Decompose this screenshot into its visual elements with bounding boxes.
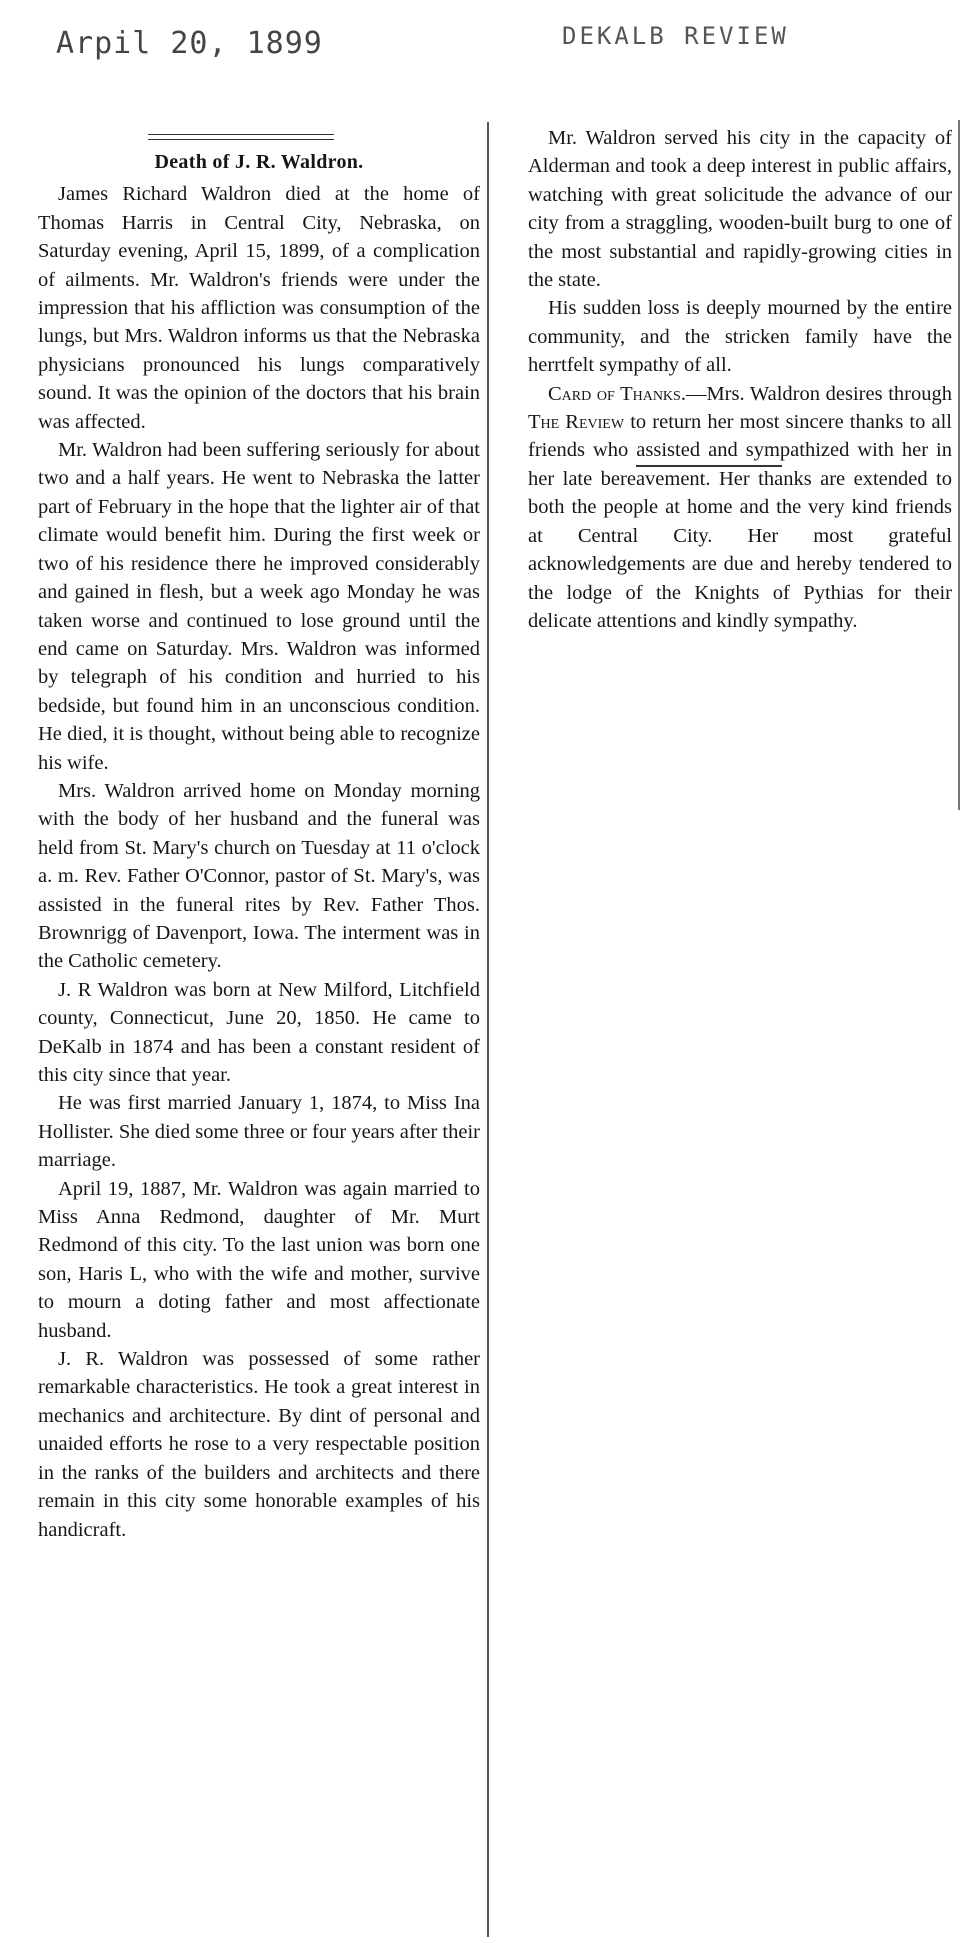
publication-name: DEKALB REVIEW xyxy=(562,22,789,50)
article-title: Death of J. R. Waldron. xyxy=(154,151,364,173)
article-paragraph-2: Mr. Waldron had been suffering seriously for about two and a half years. He went to Nebraska the latter part of February in the hope that the lighter air of that climate would benefit him. During the first week or two of his residence there he improved considerably and gained in flesh, but a week ago Monday he was taken worse and continued to lose ground until the end came on Saturday. Mrs. Waldron was informed by telegraph of his condition and hurried to his bedside, but found him in an unconscious condition. He died, it is thought, without being able to recognize his wife. xyxy=(38,439,480,774)
article-paragraph-1: James Richard Waldron died at the home of Thomas Harris in Central City, Nebraska, on Saturday evening, April 15, 1899, of a complication of ailments. Mr. Waldron's friends were under the impression that his affliction was consumption of the lungs, but Mrs. Waldron informs us that the Nebraska physicians pronounced his lungs comparatively sound. It was the opinion of the doctors that his brain was affected. xyxy=(38,183,480,433)
card-review-name: The Review xyxy=(528,411,625,434)
article-paragraph-7: J. R. Waldron was possessed of some rather remarkable characteristics. He took a great interest in mechanics and architecture. By dint of personal and unaided efforts he rose to a very respectable position in the ranks of the builders and architects and there remain in this city some honorable examples of his handicraft. xyxy=(38,1348,480,1541)
article-paragraph-6: April 19, 1887, Mr. Waldron was again married to Miss Anna Redmond, daughter of Mr. Murt Redmond of this city. To the last union was born one son, Haris L, who with the wife and mother, survive to mourn a doting father and most affectionate husband. xyxy=(38,1177,480,1342)
article-paragraph-4: J. R Waldron was born at New Milford, Litchfield county, Connecticut, June 20, 1850. He came to DeKalb in 1874 and has been a constant resident of this city since that year. xyxy=(38,978,480,1086)
article-paragraph-3: Mrs. Waldron arrived home on Monday morning with the body of her husband and the funeral was held from St. Mary's church on Tuesday at 11 o'clock a. m. Rev. Father O'Connor, pastor of St. Mary's, was assisted in the funeral rites by Rev. Father Thos. Brownrigg of Davenport, Iowa. The interment was in the Catholic cemetery. xyxy=(38,779,480,973)
right-border xyxy=(958,120,960,810)
article-paragraph-9: His sudden loss is deeply mourned by the entire community, and the stricken family have the herrtfelt sympathy of all. xyxy=(528,297,952,377)
handwritten-date: Arpil 20, 1899 xyxy=(56,26,323,61)
right-column xyxy=(528,124,952,635)
card-lead: Card of Thanks. xyxy=(548,382,686,405)
card-of-thanks xyxy=(528,380,952,636)
left-column xyxy=(38,126,480,1544)
card-text-after: to return her most sincere thanks to all friends who assisted and sympathized with her in her late bereavement. Her thanks are extended to both the people at home and the very kind friends at Central City. Her most grateful acknowledgements are due and hereby tendered to the lodge of the Knights of Pythias for their delicate attentions and kindly sympathy. xyxy=(528,411,952,632)
article-paragraph-5: He was first married January 1, 1874, to Miss Ina Hollister. She died some three or four years after their marriage. xyxy=(38,1092,480,1172)
card-lead-dash: — xyxy=(685,382,707,405)
column-divider xyxy=(487,122,489,1937)
card-text-before: Mrs. Waldron desires through xyxy=(706,382,952,405)
article-paragraph-8: Mr. Waldron served his city in the capacity of Alderman and took a deep interest in public affairs, watching with great solicitude the advance of our city from a straggling, wooden-built burg to one of the most substantial and rapidly-growing cities in the state. xyxy=(528,127,952,292)
